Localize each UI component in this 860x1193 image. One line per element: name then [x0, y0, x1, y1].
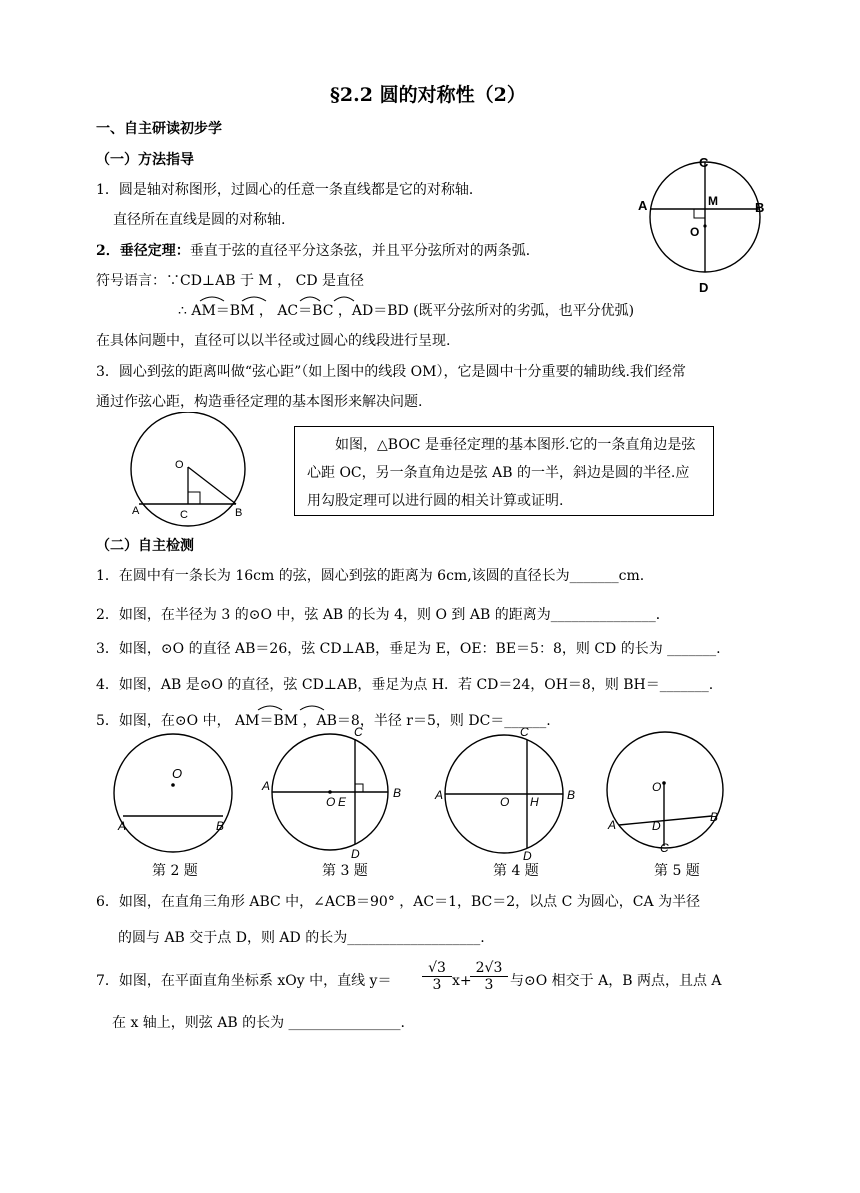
figure-basic-theorem: [125, 412, 275, 532]
label-b: B: [216, 819, 225, 833]
segment-ob: [188, 467, 236, 504]
question-6-line-2: 的圆与 AB 交于点 D，则 AD 的长为___________________.: [118, 930, 485, 946]
theorem-name: 2．垂径定理：: [96, 243, 190, 259]
subsection-self-check: （二）自主检测: [96, 538, 194, 554]
circle: [607, 732, 723, 848]
label-o: O: [326, 795, 336, 809]
label-d: D: [652, 819, 661, 833]
caption-question-3: 第 3 题: [322, 863, 368, 879]
label-c: C: [354, 725, 363, 739]
label-b: B: [710, 810, 719, 824]
label-e: E: [338, 795, 347, 809]
question-1: 1．在圆中有一条长为 16cm 的弦，圆心到弦的距离为 6cm,该圆的直径长为_______cm.: [96, 568, 645, 584]
fraction-denominator: 3: [432, 977, 442, 993]
method-3-line-1: 3．圆心到弦的距离叫做“弦心距”（如上图中的线段 OM），它是圆中十分重要的辅助线.我们经常: [96, 364, 686, 380]
right-angle-mark: [355, 784, 363, 792]
center-dot: [662, 781, 666, 785]
fraction-numerator: 2√3: [470, 960, 508, 977]
caption-question-2: 第 2 题: [152, 863, 198, 879]
label-c: C: [660, 841, 669, 855]
method-2-line: [96, 242, 540, 260]
question-4: 4．如图，AB 是⊙O 的直径，弦 CD⊥AB，垂足为点 H．若 CD＝24，OH＝8，则 BH＝_______.: [96, 677, 714, 693]
question-5: 5．如图，在⊙O 中， AM＝BM ，AB＝8，半径 r＝5，则 DC＝______.: [96, 713, 551, 729]
arc-mark-ac: [300, 297, 320, 301]
question-6-line-1: 6．如图，在直角三角形 ABC 中，∠ACB＝90° ，AC＝1，BC＝2，以点 C 为圆心，CA 为半径: [96, 894, 701, 910]
figure-question-3: [258, 722, 408, 867]
section-heading-1: 一、自主研读初步学: [96, 121, 222, 137]
theorem-conclusion: ∴ AM＝BM ， AC＝BC ，AD＝BD (既平分弦所对的劣弧，也平分优弧): [178, 303, 635, 319]
label-o: O: [175, 459, 184, 471]
right-angle-mark: [188, 492, 200, 504]
label-c: C: [520, 725, 529, 739]
label-d: D: [351, 847, 360, 861]
arc-mark-am: [200, 297, 224, 301]
figure-question-5: [600, 725, 730, 860]
fraction-numerator: √3: [422, 960, 452, 977]
circle: [114, 734, 232, 852]
symbol-language: 符号语言：∵CD⊥AB 于 M ， CD 是直径: [96, 273, 365, 289]
arc-mark-am: [258, 706, 282, 710]
label-a: A: [132, 505, 140, 517]
right-angle-mark: [694, 209, 705, 218]
label-o: O: [500, 795, 510, 809]
label-o: O: [652, 780, 662, 794]
label-a: A: [638, 198, 648, 213]
label-b: B: [755, 200, 765, 215]
question-7-line-2: 在 x 轴上，则弦 AB 的长为 ________________.: [112, 1015, 405, 1031]
q7-prefix: 7．如图，在平面直角坐标系 xOy 中，直线 y＝: [96, 973, 392, 989]
label-d: D: [523, 849, 532, 863]
method-2-note: 在具体问题中，直径可以以半径或过圆心的线段进行呈现.: [96, 333, 451, 349]
arc-mark-bm: [300, 706, 324, 710]
subsection-method-guide: （一）方法指导: [96, 152, 194, 168]
label-b: B: [567, 788, 576, 802]
label-a: A: [262, 779, 271, 793]
arc-mark-bc: [334, 297, 354, 301]
center-dot: [171, 783, 175, 787]
q7-suffix: 与⊙O 相交于 A，B 两点，且点 A: [510, 973, 722, 989]
fraction-denominator: 3: [484, 977, 494, 993]
label-d: D: [699, 280, 709, 295]
label-c: C: [180, 509, 188, 521]
label-o: O: [690, 225, 700, 239]
label-a: A: [608, 818, 617, 832]
explanation-box: [294, 426, 714, 516]
label-c: C: [699, 155, 709, 170]
question-2: 2．如图，在半径为 3 的⊙O 中，弦 AB 的长为 4，则 O 到 AB 的距离为_______________．: [96, 607, 670, 623]
fraction-sqrt3-over-3: [422, 960, 452, 993]
label-o: O: [172, 766, 183, 781]
center-dot: [703, 224, 706, 227]
chord-ab: [619, 816, 712, 825]
arc-mark-bm: [242, 297, 266, 301]
method-1-line-2: 直径所在直线是圆的对称轴.: [113, 212, 286, 228]
label-a: A: [435, 788, 444, 802]
method-1-line-1: 1．圆是轴对称图形，过圆心的任意一条直线都是它的对称轴．: [96, 182, 483, 198]
method-3-line-2: 通过作弦心距，构造垂径定理的基本图形来解决问题.: [96, 394, 423, 410]
theorem-text: 垂直于弦的直径平分这条弦，并且平分弦所对的两条弧．: [189, 243, 540, 259]
label-b: B: [393, 786, 402, 800]
caption-question-4: 第 4 题: [493, 863, 539, 879]
label-m: M: [708, 194, 718, 208]
figure-perpendicular-diameter: [630, 150, 780, 300]
fraction-2sqrt3-over-3: [470, 960, 508, 993]
label-a: A: [118, 819, 127, 833]
figure-question-2: [110, 730, 250, 860]
question-3: 3．如图，⊙O 的直径 AB＝26，弦 CD⊥AB，垂足为 E，OE：BE＝5：8，则 CD 的长为 _______.: [96, 641, 721, 657]
center-dot: [328, 790, 332, 794]
figure-question-4: [432, 722, 582, 867]
label-b: B: [235, 507, 243, 519]
q7-x-term: x+: [452, 973, 472, 989]
caption-question-5: 第 5 题: [654, 863, 700, 879]
explanation-text: 如图，△BOC 是垂径定理的基本图形.它的一条直角边是弦心距 OC，另一条直角边是弦 AB 的一半，斜边是圆的半径.应用勾股定理可以进行圆的相关计算或证明.: [307, 437, 696, 509]
page-title: §2.2 圆的对称性（2）: [330, 84, 526, 106]
label-h: H: [530, 795, 539, 809]
